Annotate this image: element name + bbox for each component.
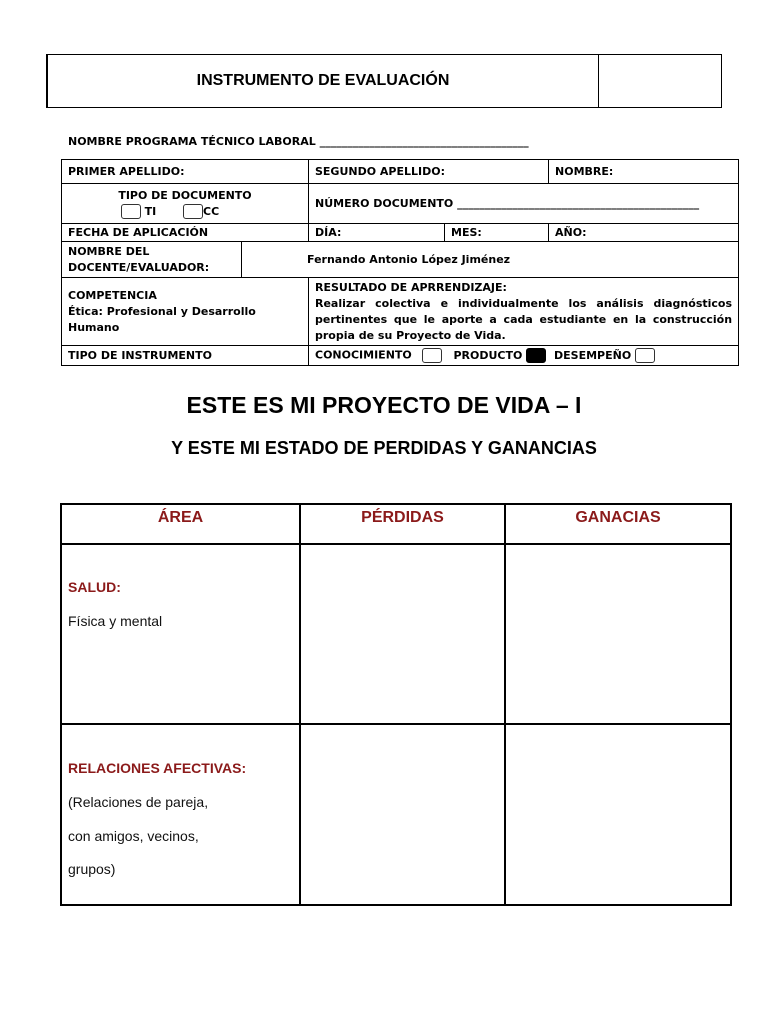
area-desc-line: con amigos, vecinos,: [68, 828, 199, 844]
program-name-line: NOMBRE PROGRAMA TÉCNICO LABORAL ______________________________________: [68, 135, 529, 148]
dia-field[interactable]: DÍA:: [309, 224, 445, 242]
competencia-value: Ética: Profesional y Desarrollo Humano: [68, 304, 256, 334]
cc-label: CC: [203, 204, 220, 218]
column-divider: [299, 505, 301, 904]
primer-apellido-field[interactable]: PRIMER APELLIDO:: [62, 160, 309, 184]
tipo-documento-label: TIPO DE DOCUMENTO: [118, 188, 252, 202]
desempeno-label: DESEMPEÑO: [554, 348, 632, 362]
ti-checkbox[interactable]: [121, 204, 141, 219]
resultado-value: Realizar colectiva e individualmente los análisis diagnósticos pertinentes que le aporte a cada estudiante en la construcción propia de su Proyecto de Vida.: [315, 296, 733, 342]
main-heading: ESTE ES MI PROYECTO DE VIDA – I: [186, 392, 582, 418]
header-divider: [62, 543, 730, 545]
cc-checkbox[interactable]: [183, 204, 203, 219]
numero-documento-field[interactable]: NÚMERO DOCUMENTO ____________________________________________: [309, 184, 739, 224]
mes-field[interactable]: MES:: [445, 224, 549, 242]
column-header-ganancias: GANACIAS: [575, 509, 661, 526]
producto-checkbox[interactable]: [526, 348, 546, 363]
row-divider: [62, 723, 730, 725]
ti-label: TI: [144, 204, 157, 218]
producto-label: PRODUCTO: [453, 348, 523, 362]
student-info-table: [61, 159, 739, 366]
column-header-area: ÁREA: [157, 509, 204, 526]
nombre-field[interactable]: NOMBRE:: [549, 160, 739, 184]
anio-field[interactable]: AÑO:: [549, 224, 739, 242]
competencia-label: COMPETENCIA: [68, 288, 157, 302]
evaluation-header-box: [46, 54, 722, 108]
sub-heading: Y ESTE MI ESTADO DE PERDIDAS Y GANANCIAS: [171, 438, 597, 458]
segundo-apellido-field[interactable]: SEGUNDO APELLIDO:: [309, 160, 549, 184]
conocimiento-label: CONOCIMIENTO: [315, 348, 412, 362]
column-header-perdidas: PÉRDIDAS: [361, 509, 444, 526]
instrument-options: [309, 346, 739, 366]
area-title-relaciones: RELACIONES AFECTIVAS:: [68, 760, 247, 776]
column-divider: [504, 505, 506, 904]
area-desc-line: grupos): [68, 861, 116, 877]
fecha-aplicacion-label: FECHA DE APLICACIÓN: [62, 224, 309, 242]
resultado-cell: [309, 278, 739, 346]
area-title-salud: SALUD:: [68, 579, 121, 595]
area-desc-line: (Relaciones de pareja,: [68, 794, 209, 810]
competencia-cell: [62, 278, 309, 346]
conocimiento-checkbox[interactable]: [422, 348, 442, 363]
area-desc-salud: Física y mental: [68, 613, 163, 629]
tipo-documento-cell: [62, 184, 309, 224]
desempeno-checkbox[interactable]: [635, 348, 655, 363]
resultado-label: RESULTADO DE APRRENDIZAJE:: [315, 280, 507, 294]
docente-name: Fernando Antonio López Jiménez: [242, 242, 739, 278]
tipo-instrumento-label: TIPO DE INSTRUMENTO: [62, 346, 309, 366]
document-title: INSTRUMENTO DE EVALUACIÓN: [48, 55, 599, 107]
docente-label: NOMBRE DEL DOCENTE/EVALUADOR:: [62, 242, 242, 278]
losses-gains-table: [60, 503, 732, 906]
